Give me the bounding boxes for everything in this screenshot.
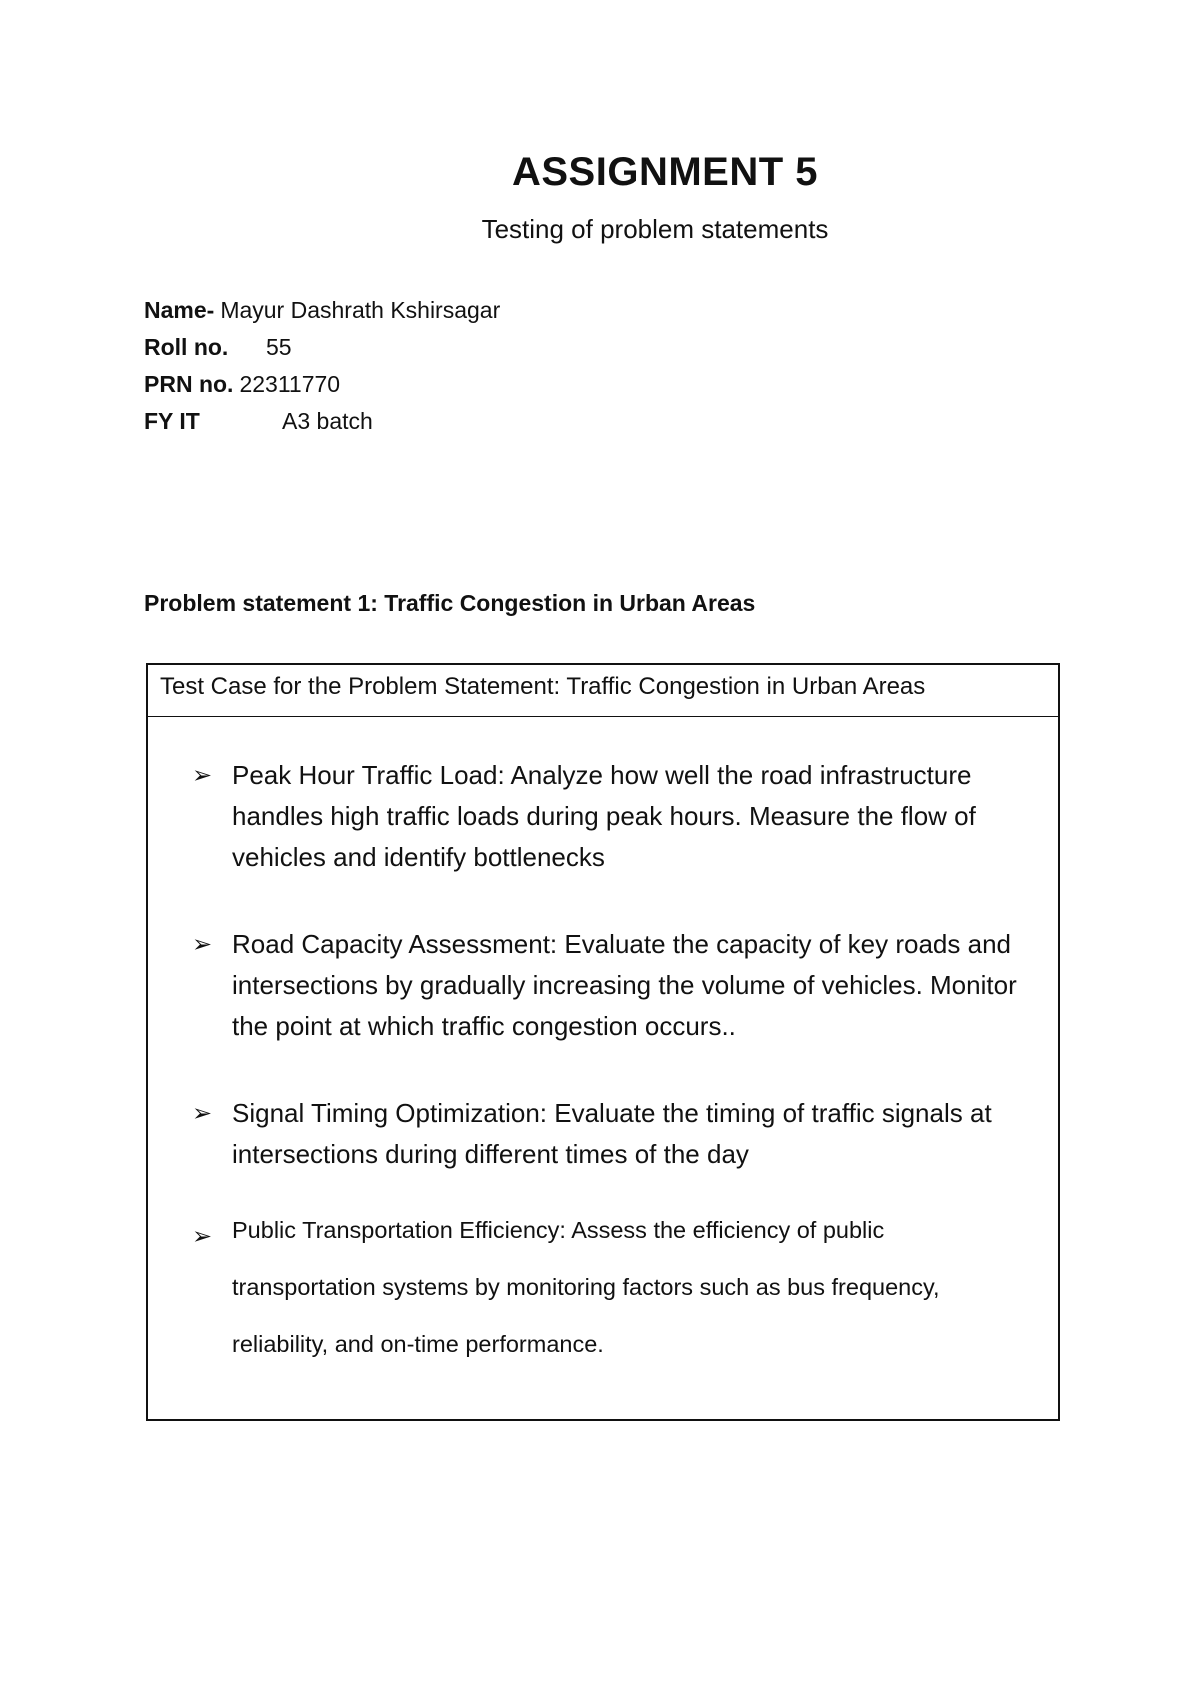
roll-label: Roll no. (144, 334, 229, 360)
list-item-text: Peak Hour Traffic Load: Analyze how well the road infrastructure handles high traffic loads during peak hours. Measure the flow of vehicles and identify bottlenecks (232, 760, 976, 872)
name-label: Name- (144, 297, 215, 323)
problem-statement-heading: Problem statement 1: Traffic Congestion in Urban Areas (144, 590, 756, 616)
list-item (192, 924, 1032, 1047)
name-row (144, 292, 500, 329)
class-row (144, 403, 500, 440)
test-case-table-header: Test Case for the Problem Statement: Traffic Congestion in Urban Areas (148, 665, 1058, 717)
class-label: FY IT (144, 408, 200, 434)
name-value: Mayur Dashrath Kshirsagar (220, 297, 501, 323)
page-title: ASSIGNMENT 5 (511, 150, 819, 194)
list-item (192, 1093, 1032, 1175)
arrow-bullet-icon: ➢ (192, 762, 213, 789)
arrow-bullet-icon: ➢ (192, 1100, 213, 1127)
class-value: A3 batch (282, 408, 373, 434)
prn-label: PRN no. (144, 371, 234, 397)
arrow-bullet-icon: ➢ (192, 931, 213, 958)
arrow-bullet-icon: ➢ (192, 1223, 213, 1250)
list-item-text: Public Transportation Efficiency: Assess the efficiency of public transportation systems by monitoring factors such as bus frequency, reliability, and on-time performance. (232, 1217, 940, 1357)
list-item (192, 755, 1032, 878)
prn-row (144, 366, 500, 403)
list-item-text: Signal Timing Optimization: Evaluate the timing of traffic signals at intersections during different times of the day (232, 1098, 992, 1169)
student-info (144, 292, 500, 440)
list-item-text: Road Capacity Assessment: Evaluate the capacity of key roads and intersections by gradually increasing the volume of vehicles. Monitor the point at which traffic congestion occurs.. (232, 929, 1017, 1041)
list-item (192, 1202, 1032, 1373)
prn-value: 22311770 (239, 371, 341, 397)
page-subtitle: Testing of problem statements (481, 214, 829, 244)
roll-value: 55 (266, 334, 292, 360)
roll-row (144, 329, 500, 366)
